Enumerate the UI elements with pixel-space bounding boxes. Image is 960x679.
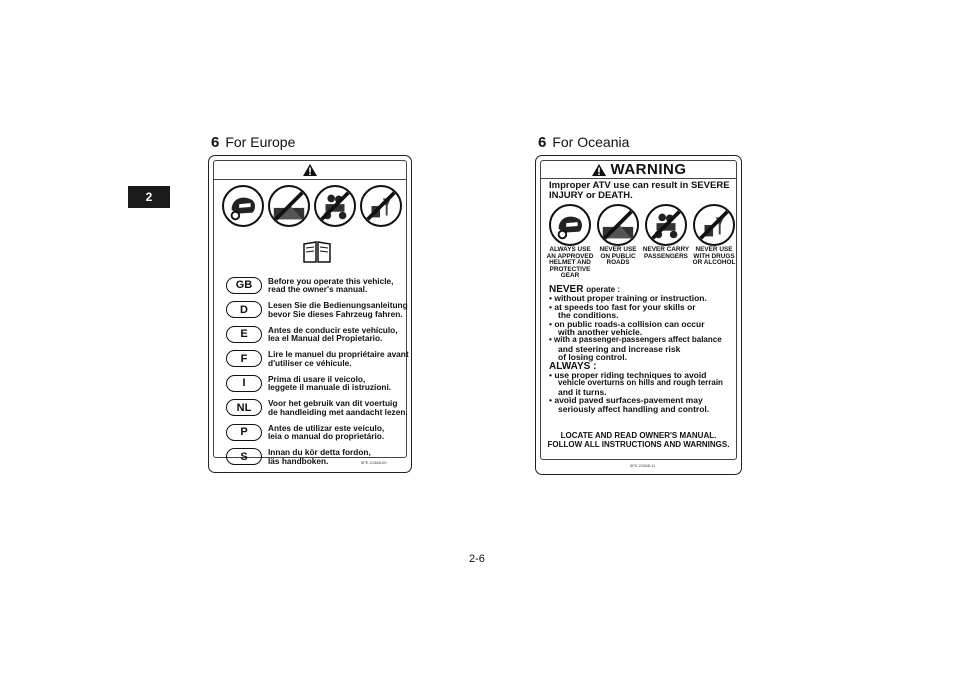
always-item: • use proper riding techniques to avoid bbox=[549, 370, 707, 381]
language-code-badge: GB bbox=[226, 277, 262, 294]
oceania-warning-label bbox=[535, 155, 742, 475]
oceania-section-title bbox=[538, 134, 629, 151]
oceania-section-label: For Oceania bbox=[552, 134, 630, 150]
language-code-badge: I bbox=[226, 375, 262, 392]
europe-section-title bbox=[211, 134, 295, 151]
no-drugs-alcohol-icon bbox=[360, 185, 402, 227]
oceania-section-number: 6 bbox=[538, 134, 547, 151]
europe-section-number: 6 bbox=[211, 134, 220, 151]
warning-triangle-icon bbox=[302, 163, 318, 177]
instruction-line: Before you operate this vehicle, bbox=[268, 275, 394, 286]
footer-line: FOLLOW ALL INSTRUCTIONS AND WARNINGS. bbox=[547, 440, 730, 449]
caption-line: AN APPROVED bbox=[546, 252, 594, 260]
caption-line: HELMET AND bbox=[549, 259, 591, 267]
oceania-pictogram-row bbox=[549, 204, 735, 246]
never-item-continued: of losing control. bbox=[558, 352, 627, 363]
language-instruction bbox=[268, 350, 409, 367]
always-heading: ALWAYS : bbox=[549, 360, 597, 372]
language-code-badge: D bbox=[226, 301, 262, 318]
caption-line: ALWAYS USE bbox=[549, 246, 591, 253]
instruction-line: bevor Sie dieses Fahrzeug fahren. bbox=[268, 308, 403, 319]
language-instruction bbox=[268, 448, 371, 465]
language-row-s bbox=[226, 445, 411, 470]
always-item-continued: vehicle overturns on hills and rough terrain bbox=[558, 378, 723, 388]
caption-line: ON PUBLIC bbox=[600, 252, 636, 260]
headline-line: Improper ATV use can result in SEVERE bbox=[549, 180, 730, 191]
instruction-line: läs handboken. bbox=[268, 455, 329, 466]
caption-line: NEVER USE bbox=[695, 246, 733, 253]
language-instruction bbox=[268, 326, 398, 343]
caption-line: NEVER USE bbox=[599, 246, 637, 253]
never-item-continued: the conditions. bbox=[558, 310, 619, 321]
language-row-f bbox=[226, 347, 411, 372]
warning-signal-word: WARNING bbox=[610, 161, 687, 178]
instruction-line: d'utiliser ce véhicule. bbox=[268, 357, 352, 368]
caption-line: ROADS bbox=[606, 259, 630, 267]
owners-manual-book-icon bbox=[302, 240, 332, 264]
instruction-line: leggete il manuale di istruzioni. bbox=[268, 382, 392, 393]
always-item-continued: seriously affect handling and control. bbox=[558, 403, 710, 414]
instruction-line: lea el Manual del Propietario. bbox=[268, 333, 383, 344]
language-instruction bbox=[268, 424, 384, 441]
language-instruction bbox=[268, 301, 408, 318]
never-item-continued: and steering and increase risk bbox=[558, 343, 681, 354]
europe-part-code: 5FE-21568-00 bbox=[361, 460, 387, 465]
caption-line: PASSENGERS bbox=[644, 252, 688, 260]
europe-pictogram-row bbox=[222, 185, 402, 227]
language-code-badge: P bbox=[226, 424, 262, 441]
oceania-part-code: 5FE-21568-11 bbox=[630, 463, 656, 468]
instruction-line: Innan du kör detta fordon, bbox=[268, 447, 371, 458]
instruction-line: Antes de conducir este vehículo, bbox=[268, 324, 398, 335]
language-instruction bbox=[268, 277, 393, 294]
never-item: • with a passenger-passengers affect balance bbox=[549, 335, 722, 345]
pictogram-caption-drugs bbox=[690, 247, 738, 267]
oceania-label-frame bbox=[540, 160, 737, 460]
instruction-line: Lire le manuel du propriétaire avant bbox=[268, 349, 409, 360]
warning-header bbox=[541, 161, 736, 179]
warning-footer bbox=[545, 431, 732, 449]
no-public-roads-icon bbox=[268, 185, 310, 227]
europe-language-list bbox=[226, 273, 411, 469]
warning-instructions bbox=[549, 285, 747, 413]
instruction-line: leia o manual do proprietário. bbox=[268, 431, 385, 442]
language-code-badge: F bbox=[226, 350, 262, 367]
language-row-gb bbox=[226, 273, 411, 298]
language-row-d bbox=[226, 298, 411, 323]
language-instruction bbox=[268, 399, 408, 416]
caption-line: GEAR bbox=[560, 272, 580, 280]
language-code-badge: E bbox=[226, 326, 262, 343]
page-number: 2-6 bbox=[469, 553, 485, 565]
pictogram-caption-helmet bbox=[546, 247, 594, 280]
no-drugs-alcohol-icon bbox=[693, 204, 735, 246]
no-public-roads-icon bbox=[597, 204, 639, 246]
never-word: NEVER bbox=[549, 284, 584, 295]
pictogram-caption-passengers bbox=[642, 247, 690, 260]
caption-line: NEVER CARRY bbox=[642, 246, 690, 253]
instruction-line: Prima di usare il veicolo, bbox=[268, 373, 366, 384]
no-passengers-icon bbox=[645, 204, 687, 246]
language-code-badge: S bbox=[226, 448, 262, 465]
always-item-continued: and it turns. bbox=[558, 386, 607, 397]
helmet-pictogram-icon bbox=[222, 185, 264, 227]
caption-line: WITH DRUGS bbox=[693, 252, 735, 260]
never-item: • without proper training or instruction. bbox=[549, 293, 707, 304]
warning-triangle-icon bbox=[591, 163, 607, 177]
never-item: • on public roads-a collision can occur bbox=[549, 318, 705, 329]
never-item: • at speeds too fast for your skills or bbox=[549, 301, 696, 312]
language-row-e bbox=[226, 322, 411, 347]
europe-warning-label bbox=[208, 155, 412, 473]
no-passengers-icon bbox=[314, 185, 356, 227]
pictogram-caption-roads bbox=[594, 247, 642, 267]
warning-headline bbox=[549, 181, 743, 201]
language-row-i bbox=[226, 371, 411, 396]
instruction-line: de handleiding met aandacht lezen. bbox=[268, 406, 408, 417]
instruction-line: Lesen Sie die Bedienungsanleitung bbox=[268, 300, 408, 311]
caption-line: PROTECTIVE bbox=[549, 265, 591, 273]
europe-warning-bar bbox=[214, 161, 406, 180]
chapter-tab: 2 bbox=[128, 186, 170, 208]
language-instruction bbox=[268, 375, 391, 392]
instruction-line: read the owner's manual. bbox=[268, 284, 368, 295]
caption-line: OR ALCOHOL bbox=[692, 259, 736, 267]
language-row-nl bbox=[226, 396, 411, 421]
instruction-line: Antes de utilizar este veículo, bbox=[268, 422, 385, 433]
language-row-p bbox=[226, 420, 411, 445]
never-subword: operate : bbox=[586, 285, 621, 294]
language-code-badge: NL bbox=[226, 399, 262, 416]
footer-line: LOCATE AND READ OWNER'S MANUAL. bbox=[560, 431, 717, 440]
helmet-pictogram-icon bbox=[549, 204, 591, 246]
never-item-continued: with another vehicle. bbox=[558, 327, 643, 338]
europe-section-label: For Europe bbox=[225, 134, 296, 150]
headline-line: INJURY or DEATH. bbox=[549, 190, 633, 201]
always-item: • avoid paved surfaces-pavement may bbox=[549, 395, 703, 406]
instruction-line: Voor het gebruik van dit voertuig bbox=[268, 398, 398, 409]
